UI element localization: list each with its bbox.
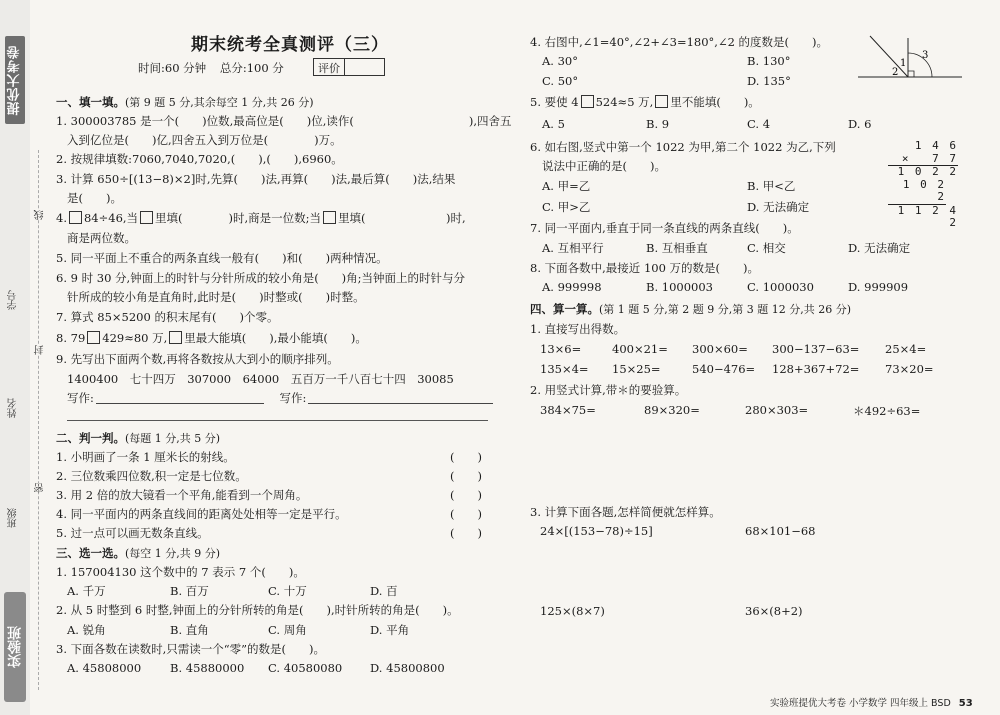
question-text: 4. 右图中,∠1=40°,∠2+∠3=180°,∠2 的度数是( )。 bbox=[530, 35, 829, 49]
grade-label: 评价 bbox=[314, 59, 345, 75]
binding-strip bbox=[0, 0, 30, 715]
blank-box[interactable] bbox=[169, 331, 182, 344]
question-text: 入到亿位是( )亿,四舍五入到万位是( )万。 bbox=[67, 133, 342, 147]
section-judge-heading bbox=[56, 430, 220, 446]
section-note: (每题 1 分,共 5 分) bbox=[125, 432, 221, 445]
option[interactable]: C. 40580080 bbox=[268, 661, 343, 675]
text: 里最大能填( ),最小能填( )。 bbox=[184, 331, 367, 345]
judge-item: 3. 用 2 倍的放大镜看一个平角,能看到一个周角。 bbox=[56, 488, 308, 502]
section-note: (第 9 题 5 分,其余每空 1 分,共 26 分) bbox=[125, 96, 314, 109]
total-score: 总分:100 分 bbox=[219, 61, 284, 75]
question-text: 2. 从 5 时整到 6 时整,钟面上的分针所转的角是( ),时针所转的角是( )。 bbox=[56, 603, 459, 617]
brand-logo-top: 提优大考卷 bbox=[5, 36, 25, 124]
section-title: 二、判一判。 bbox=[56, 431, 125, 445]
option[interactable]: D. 6 bbox=[848, 117, 872, 131]
text: 84÷46,当 bbox=[83, 211, 139, 225]
calc-item[interactable]: 128+367+72= bbox=[772, 362, 860, 376]
cut-line bbox=[38, 150, 39, 690]
question-text: 9. 先写出下面两个数,再将各数按从大到小的顺序排列。 bbox=[56, 352, 339, 366]
question-text: 是( )。 bbox=[67, 191, 122, 205]
blank-box[interactable] bbox=[655, 95, 668, 108]
vertical-multiplication bbox=[888, 140, 958, 230]
footer-text: 实验班提优大考卷 小学数学 四年级上 BSD bbox=[770, 698, 951, 709]
exam-info bbox=[138, 60, 294, 76]
option[interactable]: A. 互相平行 bbox=[542, 241, 604, 255]
time-limit: 时间:60 分钟 bbox=[138, 61, 207, 75]
question-text bbox=[56, 210, 466, 226]
option[interactable]: D. 无法确定 bbox=[747, 200, 810, 214]
question-text: 7. 算式 85×5200 的积末尾有( )个零。 bbox=[56, 310, 279, 324]
name-label: 姓名 bbox=[8, 398, 19, 418]
question-text: 针所成的较小角是直角时,此时是( )时整或( )时整。 bbox=[67, 290, 365, 304]
angle-label: 1 bbox=[900, 58, 907, 69]
option[interactable]: C. 十万 bbox=[268, 584, 307, 598]
option[interactable]: A. 甲=乙 bbox=[542, 179, 591, 193]
option[interactable]: C. 4 bbox=[747, 117, 771, 131]
section-title: 三、选一选。 bbox=[56, 546, 125, 560]
calc-item[interactable]: 300−137−63= bbox=[772, 342, 860, 356]
section-choose-heading bbox=[56, 545, 220, 561]
mult-row: × 7 7 bbox=[888, 153, 958, 167]
page-title: 期末统考全真测评（三） bbox=[191, 35, 389, 55]
mult-row: 1 0 2 2 bbox=[897, 165, 958, 178]
question-text: 6. 如右图,竖式中第一个 1022 为甲,第二个 1022 为乙,下列 bbox=[530, 140, 836, 154]
option[interactable]: B. 130° bbox=[747, 54, 791, 68]
option[interactable]: A. 千万 bbox=[67, 584, 106, 598]
option[interactable]: A. 5 bbox=[542, 117, 565, 131]
question-text bbox=[530, 94, 760, 110]
question-text: 8. 下面各数中,最接近 100 万的数是( )。 bbox=[530, 261, 760, 275]
brand-logo-bottom: 实验班 bbox=[4, 592, 26, 702]
section-note: (每空 1 分,共 9 分) bbox=[125, 547, 221, 560]
question-text: 1. 直接写出得数。 bbox=[530, 322, 626, 336]
text: 里填( )时, bbox=[338, 211, 466, 225]
option[interactable]: D. 平角 bbox=[370, 623, 410, 637]
judge-item: 4. 同一平面内的两条直线间的距离处处相等一定是平行。 bbox=[56, 507, 347, 521]
class-label: 班级 bbox=[8, 508, 19, 528]
option[interactable]: C. 相交 bbox=[747, 241, 786, 255]
option[interactable]: C. 50° bbox=[542, 74, 579, 88]
answer-rule bbox=[67, 420, 488, 421]
section-fill-heading bbox=[56, 94, 314, 110]
question-text: 7. 同一平面内,垂直于同一条直线的两条直线( )。 bbox=[530, 221, 799, 235]
question-text: 说法中正确的是( )。 bbox=[542, 159, 666, 173]
option[interactable]: D. 45800800 bbox=[370, 661, 445, 675]
judge-item: 1. 小明画了一条 1 厘米长的射线。 bbox=[56, 450, 235, 464]
text: 里填( )时,商是一位数;当 bbox=[155, 211, 322, 225]
option[interactable]: D. 百 bbox=[370, 584, 398, 598]
option[interactable]: B. 45880000 bbox=[170, 661, 245, 675]
question-text: 1. 157004130 这个数中的 7 表示 7 个( )。 bbox=[56, 565, 305, 579]
text: 524≈5 万, bbox=[595, 95, 654, 109]
section-calc-heading bbox=[530, 301, 851, 317]
section-title: 一、填一填。 bbox=[56, 95, 125, 109]
judge-item: 5. 过一点可以画无数条直线。 bbox=[56, 526, 209, 540]
option[interactable]: A. 999998 bbox=[542, 280, 602, 294]
mult-row: 1 4 6 bbox=[914, 139, 958, 152]
section-note: (第 1 题 5 分,第 2 题 9 分,第 3 题 12 分,共 26 分) bbox=[599, 303, 852, 316]
cut-mark: 封 bbox=[35, 345, 46, 355]
option[interactable]: D. 无法确定 bbox=[848, 241, 911, 255]
option[interactable]: C. 1000030 bbox=[747, 280, 814, 294]
answer-paren[interactable]: ( ) bbox=[450, 526, 482, 540]
calc-item[interactable]: 384×75= bbox=[540, 403, 596, 417]
calc-item[interactable]: 125×(8×7) bbox=[540, 604, 605, 618]
question-text: 6. 9 时 30 分,钟面上的时针与分针所成的较小角是( )角;当钟面上的时针与分 bbox=[56, 271, 466, 285]
text: 429≈80 万, bbox=[102, 331, 168, 345]
angle-label: 3 bbox=[922, 50, 929, 61]
option[interactable]: B. 直角 bbox=[170, 623, 209, 637]
option[interactable]: B. 1000003 bbox=[646, 280, 713, 294]
calc-item[interactable]: 15×25= bbox=[612, 362, 661, 376]
mult-row: 1 1 2 4 2 bbox=[897, 203, 958, 229]
text: 5. 要使 4 bbox=[530, 95, 579, 109]
text: 4. bbox=[56, 211, 67, 225]
question-text bbox=[56, 330, 367, 346]
option[interactable]: D. 999909 bbox=[848, 280, 909, 294]
cut-mark: 密 bbox=[35, 483, 46, 493]
question-text: 3. 下面各数在读数时,只需读一个“零”的数是( )。 bbox=[56, 642, 326, 656]
calc-item[interactable]: 24×[(153−78)÷15] bbox=[540, 524, 653, 538]
calc-item[interactable]: 73×20= bbox=[885, 362, 934, 376]
blank-box[interactable] bbox=[69, 211, 82, 224]
blank-box[interactable] bbox=[581, 95, 594, 108]
angle-figure bbox=[850, 30, 970, 85]
option[interactable]: A. 锐角 bbox=[67, 623, 106, 637]
blank-box[interactable] bbox=[323, 211, 336, 224]
option[interactable]: C. 周角 bbox=[268, 623, 307, 637]
calc-item[interactable]: 36×(8+2) bbox=[745, 604, 803, 618]
calc-item[interactable]: 25×4= bbox=[885, 342, 927, 356]
calc-item[interactable]: 13×6= bbox=[540, 342, 582, 356]
write-label: 写作: bbox=[67, 391, 94, 405]
text: 里不能填( )。 bbox=[670, 95, 760, 109]
calc-item[interactable]: 540−476= bbox=[692, 362, 756, 376]
option[interactable]: B. 百万 bbox=[170, 584, 209, 598]
judge-item: 2. 三位数乘四位数,积一定是七位数。 bbox=[56, 469, 247, 483]
answer-paren[interactable]: ( ) bbox=[450, 507, 482, 521]
calc-item[interactable]: 135×4= bbox=[540, 362, 589, 376]
write-line bbox=[67, 390, 493, 406]
calc-item[interactable]: ＊492÷63= bbox=[853, 404, 921, 418]
calc-item[interactable]: 68×101−68 bbox=[745, 524, 816, 538]
answer-line[interactable] bbox=[308, 392, 493, 404]
blank-box[interactable] bbox=[87, 331, 100, 344]
option[interactable]: B. 甲<乙 bbox=[747, 179, 796, 193]
option[interactable]: A. 45808000 bbox=[67, 661, 142, 675]
option[interactable]: A. 30° bbox=[542, 54, 578, 68]
page-number: 53 bbox=[958, 698, 973, 709]
option[interactable]: D. 135° bbox=[747, 74, 791, 88]
option[interactable]: C. 甲>乙 bbox=[542, 200, 591, 214]
calc-item[interactable]: 400×21= bbox=[612, 342, 668, 356]
page-footer bbox=[770, 695, 973, 709]
mult-row: 1 0 2 2 bbox=[888, 179, 946, 205]
blank-box[interactable] bbox=[140, 211, 153, 224]
question-text: 2. 按规律填数:7060,7040,7020,( ),( ),6960。 bbox=[56, 152, 343, 166]
option[interactable]: B. 互相垂直 bbox=[646, 241, 708, 255]
calc-item[interactable]: 300×60= bbox=[692, 342, 748, 356]
student-id-label: 学号 bbox=[8, 290, 19, 310]
answer-paren[interactable]: ( ) bbox=[450, 488, 482, 502]
slant-line bbox=[870, 36, 908, 77]
question-text: 2. 用竖式计算,带＊的要验算。 bbox=[530, 383, 687, 397]
write-label: 写作: bbox=[279, 391, 307, 405]
section-title: 四、算一算。 bbox=[530, 302, 599, 316]
question-text: 1. 300003785 是一个( )位数,最高位是( )位,读作( ),四舍五 bbox=[56, 114, 512, 128]
number-list: 1400400 七十四万 307000 64000 五百万一千八百七十四 30085 bbox=[67, 372, 454, 386]
grade-box bbox=[313, 58, 385, 76]
question-text: 3. 计算下面各题,怎样简便就怎样算。 bbox=[530, 505, 721, 519]
question-text: 5. 同一平面上不重合的两条直线一般有( )和( )两种情况。 bbox=[56, 251, 388, 265]
answer-paren[interactable]: ( ) bbox=[450, 450, 482, 464]
angle-arc bbox=[908, 53, 932, 77]
option[interactable]: B. 9 bbox=[646, 117, 670, 131]
text: 8. 79 bbox=[56, 331, 86, 345]
cut-mark: 线 bbox=[35, 210, 46, 220]
calc-item[interactable]: 89×320= bbox=[644, 403, 700, 417]
angle-label: 2 bbox=[892, 67, 899, 78]
question-text: 商是两位数。 bbox=[67, 231, 136, 245]
right-angle-mark bbox=[908, 71, 914, 77]
calc-item[interactable]: 280×303= bbox=[745, 403, 809, 417]
question-text: 3. 计算 650÷[(13−8)×2]时,先算( )法,再算( )法,最后算( )法,结果 bbox=[56, 172, 456, 186]
answer-line[interactable] bbox=[96, 392, 264, 404]
answer-paren[interactable]: ( ) bbox=[450, 469, 482, 483]
